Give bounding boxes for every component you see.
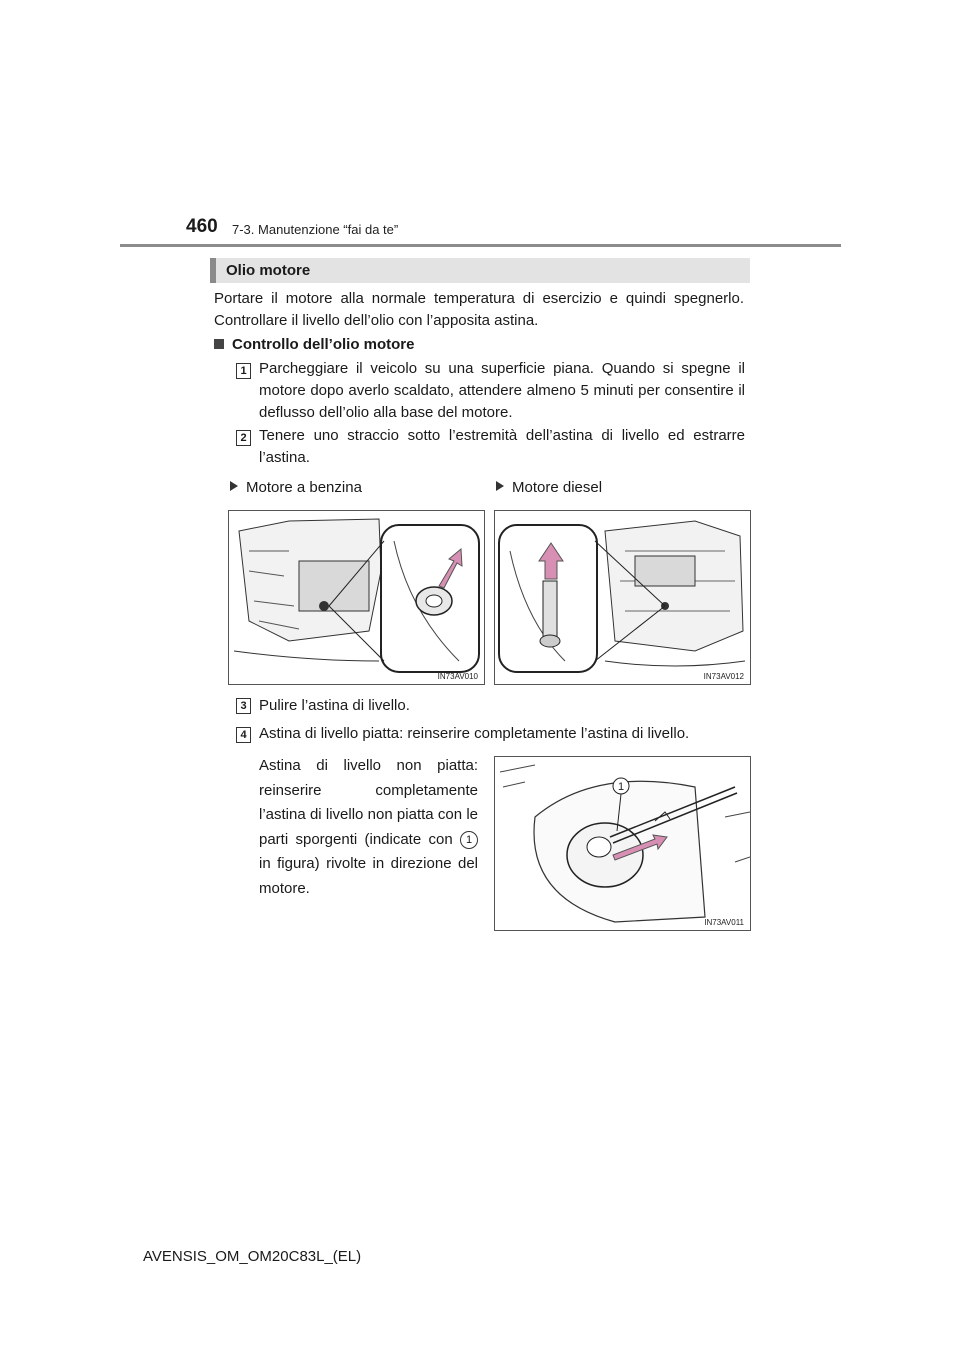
dipstick-illustration <box>495 757 750 930</box>
triangle-bullet-icon <box>230 481 238 491</box>
page-number: 460 <box>186 216 218 237</box>
figure-diesel-engine <box>494 510 751 685</box>
diesel-engine-illustration <box>495 511 750 684</box>
intro-paragraph: Portare il motore alla normale temperatura di esercizio e quindi spegnerlo. Controllare il livello dell’olio con l’apposita astina. <box>214 290 744 329</box>
figure-code-dipstick: IN73AV011 <box>704 918 744 927</box>
section-path: 7-3. Manutenzione “fai da te” <box>232 222 399 237</box>
callout-1-figure: 1 <box>617 781 625 793</box>
figure-petrol-engine <box>228 510 485 685</box>
petrol-engine-illustration <box>229 511 484 684</box>
note-text-after: in figura) rivolte in direzione del motore. <box>259 855 478 897</box>
section-heading-bar <box>210 258 750 283</box>
step-text-3: Pulire l’astina di livello. <box>259 697 410 714</box>
step-text-1: Parcheggiare il veicolo su una superficie piana. Quando si spegne il motore dopo averlo scaldato, attendere almeno 5 minuti per consentire il deflusso dell’olio alla base del motore. <box>259 360 745 421</box>
step-number-1: 1 <box>236 363 251 379</box>
step-text-4: Astina di livello piatta: reinserire completamente l’astina di livello. <box>259 725 690 742</box>
footer-doc-code: AVENSIS_OM_OM20C83L_(EL) <box>143 1248 362 1265</box>
callout-1-inline: 1 <box>460 831 478 849</box>
header-rule <box>120 244 841 247</box>
step-text-2: Tenere uno straccio sotto l’estremità dell’astina di livello ed estrarre l’astina. <box>259 427 745 466</box>
caption-diesel <box>496 479 602 496</box>
caption-petrol <box>230 479 362 496</box>
step-number-2: 2 <box>236 430 251 446</box>
figure-dipstick <box>494 756 751 931</box>
non-flat-dipstick-note <box>259 754 478 901</box>
subheading-text: Controllo dell’olio motore <box>232 336 415 353</box>
figure-code-diesel: IN73AV012 <box>703 672 744 681</box>
note-text-before: Astina di livello non piatta: reinserire completamente l’astina di livello non piatta con le parti sporgenti (indicate con <box>259 757 478 848</box>
step-number-3: 3 <box>236 698 251 714</box>
subheading <box>214 336 415 353</box>
heading-accent <box>210 258 216 283</box>
figure-code-petrol: IN73AV010 <box>437 672 478 681</box>
caption-petrol-text: Motore a benzina <box>246 479 362 496</box>
section-heading: Olio motore <box>226 262 311 279</box>
caption-diesel-text: Motore diesel <box>512 479 603 496</box>
step-number-4: 4 <box>236 727 251 743</box>
triangle-bullet-icon <box>496 481 504 491</box>
square-bullet-icon <box>214 339 224 349</box>
